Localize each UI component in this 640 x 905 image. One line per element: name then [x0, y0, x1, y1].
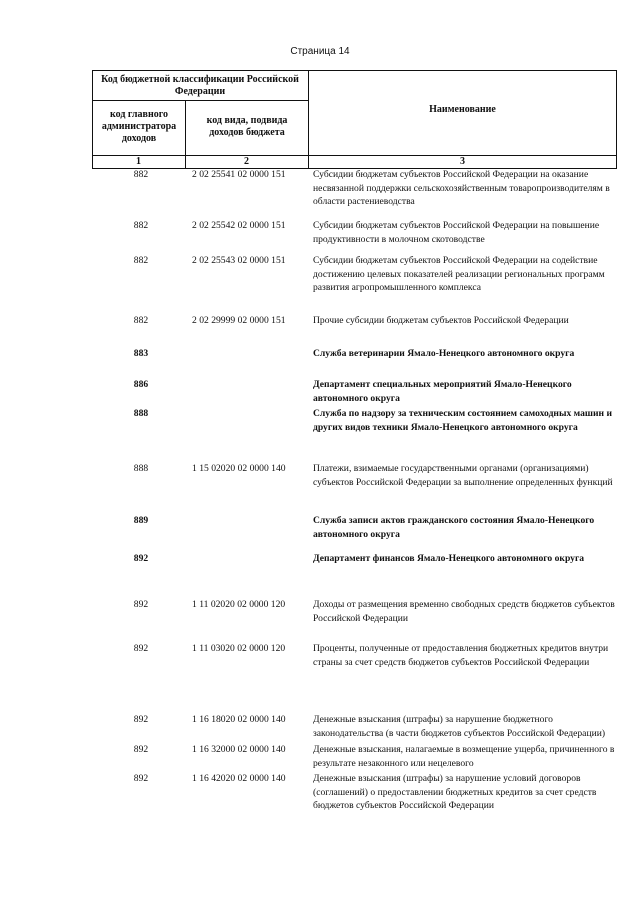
- income-name: Платежи, взимаемые государственными органами (организациями) субъектов Российской Федерации за выполнение определенных функций: [313, 463, 613, 488]
- admin-code: 882: [133, 255, 149, 266]
- income-name: Денежные взыскания (штрафы) за нарушение бюджетного законодательства (в части бюджетов субъектов Российской Федерации): [313, 714, 606, 739]
- admin-code: 888: [133, 408, 149, 419]
- income-code: 1 15 02020 02 0000 140: [192, 463, 286, 474]
- admin-code: 892: [133, 643, 149, 654]
- header-group-label: Код бюджетной классификации Российской Федерации: [101, 74, 299, 97]
- income-name: Субсидии бюджетам субъектов Российской Федерации на повышение продуктивности в молочном скотоводстве: [313, 220, 600, 245]
- income-code: 2 02 25543 02 0000 151: [192, 255, 286, 266]
- income-code: 1 16 42020 02 0000 140: [192, 773, 286, 784]
- admin-code: 882: [133, 169, 149, 180]
- admin-code: 892: [133, 744, 149, 755]
- income-name: Доходы от размещения временно свободных средств бюджетов субъектов Российской Федерации: [313, 599, 615, 624]
- admin-code: 892: [133, 599, 149, 610]
- income-code: 2 02 25542 02 0000 151: [192, 220, 286, 231]
- income-code: 1 16 32000 02 0000 140: [192, 744, 286, 755]
- header-col1-label: код главного администратора доходов: [101, 109, 177, 144]
- admin-code: 882: [133, 220, 149, 231]
- header-col3-label: Наименование: [429, 104, 496, 115]
- income-name: Прочие субсидии бюджетам субъектов Российской Федерации: [313, 315, 569, 326]
- admin-code: 892: [133, 773, 149, 784]
- header-num2: 2: [244, 156, 249, 167]
- admin-code: 892: [133, 553, 149, 564]
- income-code: 1 11 02020 02 0000 120: [192, 599, 286, 610]
- department-name: Служба по надзору за техническим состоянием самоходных машин и других видов техники Ямало-Ненецкого автономного округа: [313, 408, 612, 433]
- income-name: Денежные взыскания, налагаемые в возмещение ущерба, причиненного в результате незаконного или нецелевого: [313, 744, 615, 769]
- admin-code: 892: [133, 714, 149, 725]
- header-num3: 3: [460, 156, 465, 167]
- income-name: Проценты, полученные от предоставления бюджетных кредитов внутри страны за счет средств бюджетов субъектов Российской Федерации: [313, 643, 609, 668]
- department-name: Служба ветеринарии Ямало-Ненецкого автономного округа: [313, 348, 575, 359]
- admin-code: 882: [133, 315, 149, 326]
- admin-code: 883: [133, 348, 149, 359]
- department-name: Служба записи актов гражданского состояния Ямало-Ненецкого автономного округа: [313, 515, 595, 540]
- department-name: Департамент специальных мероприятий Ямало-Ненецкого автономного округа: [313, 379, 572, 404]
- income-code: 1 16 18020 02 0000 140: [192, 714, 286, 725]
- income-code: 2 02 25541 02 0000 151: [192, 169, 286, 180]
- income-name: Субсидии бюджетам субъектов Российской Федерации на оказание несвязанной поддержки сельскохозяйственным товаропроизводителям в области растениеводства: [313, 169, 610, 207]
- admin-code: 886: [133, 379, 149, 390]
- income-code: 2 02 29999 02 0000 151: [192, 315, 286, 326]
- income-code: 1 11 03020 02 0000 120: [192, 643, 286, 654]
- income-name: Субсидии бюджетам субъектов Российской Федерации на содействие достижению целевых показателей реализации региональных программ развития агропромышленного комплекса: [313, 255, 605, 293]
- admin-code: 888: [133, 463, 149, 474]
- header-col2-label: код вида, подвида доходов бюджета: [206, 115, 288, 138]
- department-name: Департамент финансов Ямало-Ненецкого автономного округа: [313, 553, 585, 564]
- header-divider-h1: [92, 100, 309, 101]
- page-number: Страница 14: [290, 46, 350, 57]
- income-name: Денежные взыскания (штрафы) за нарушение условий договоров (соглашений) о предоставлении бюджетных кредитов за счет средств бюджетов субъектов Российской Федерации: [313, 773, 597, 811]
- header-num1: 1: [136, 156, 141, 167]
- admin-code: 889: [133, 515, 149, 526]
